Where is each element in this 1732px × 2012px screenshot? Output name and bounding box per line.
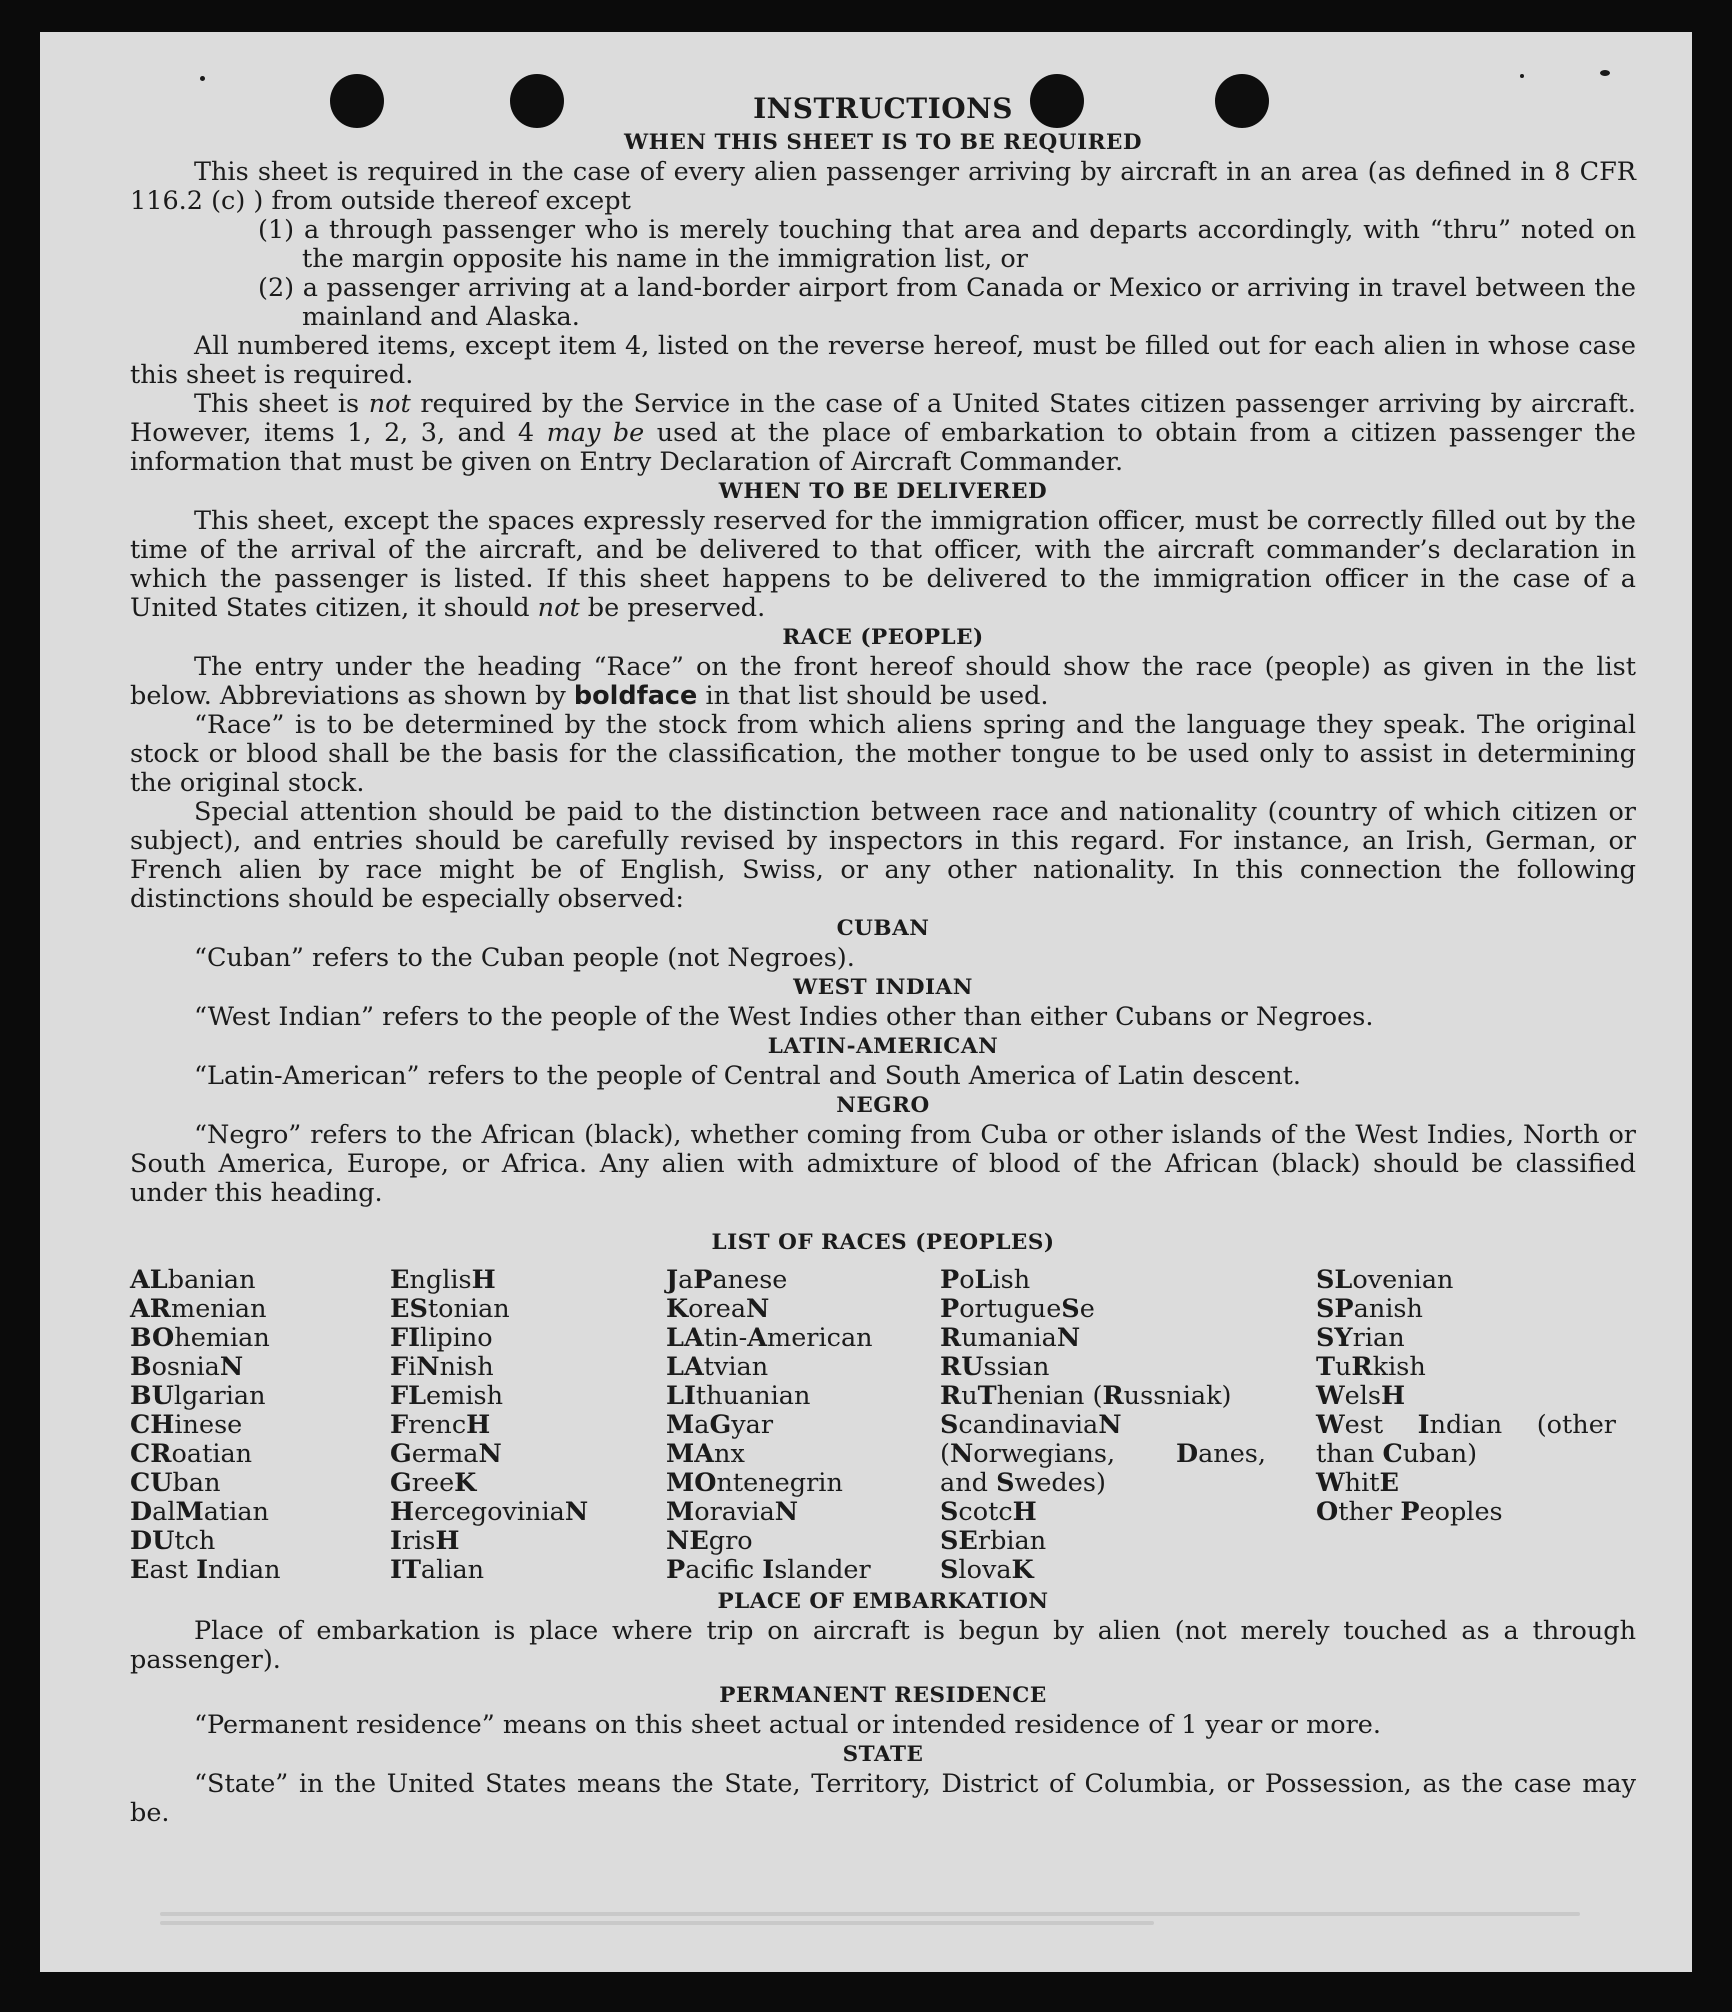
text-run: be preserved. [579, 593, 766, 623]
document-page [40, 32, 1692, 1972]
emphasis-text: may be [546, 418, 645, 448]
race-item: IrisH [390, 1526, 460, 1556]
race-item: MoraviaN [666, 1497, 799, 1527]
race-item: DalMatian [130, 1497, 269, 1527]
race-item: CRoatian [130, 1439, 253, 1469]
race-item: FIlipino [390, 1323, 493, 1353]
race-item: KoreaN [666, 1294, 770, 1324]
paragraph: Special attention should be paid to the distinction between race and nationality (country of which citizen or subject), and entries should be carefully revised by inspectors in this regard. For instance, an Irish, German, or French alien by race might be of English, Swiss, or any other nationality. In this connection the following distinctions should be especially observed: [130, 797, 1636, 914]
race-item: NEgro [666, 1526, 753, 1556]
race-item: BosniaN [130, 1352, 244, 1382]
race-item: RuThenian (Russniak) [940, 1381, 1232, 1411]
section-heading-negro: NEGRO [836, 1093, 930, 1118]
race-item: GermaN [390, 1439, 502, 1469]
race-item: East Indian [130, 1555, 281, 1585]
race-item: ITalian [390, 1555, 485, 1585]
race-item: Pacifc Islander [666, 1555, 871, 1585]
race-item: ARmenian [130, 1294, 267, 1324]
race-item: HercegoviniaN [390, 1497, 589, 1527]
race-item: West Indian (other than Cuban) [1316, 1410, 1616, 1469]
section-heading-residence: PERMANENT RESIDENCE [719, 1683, 1047, 1708]
race-item: LIthuanian [666, 1381, 811, 1411]
text-run: This sheet, except the spaces expressly reserved for the immigration officer, must be correctly filled out by the time of the arrival of the aircraft, and be delivered to that officer, with the aircraft commander’s declaration in which the passenger is listed. If this sheet happens to be delivered to the immigration officer in the case of a United States citizen, it should [130, 506, 1636, 623]
race-item: LAtvian [666, 1352, 769, 1382]
race-item: FrencH [390, 1410, 491, 1440]
section-heading-embarkation: PLACE OF EMBARKATION [717, 1589, 1049, 1614]
paragraph [130, 390, 1636, 477]
race-item: BOhemian [130, 1323, 270, 1353]
race-item: SLovenian [1316, 1265, 1454, 1295]
race-item: WelsH [1316, 1381, 1406, 1411]
section-heading-state: STATE [842, 1742, 924, 1767]
speck [1520, 74, 1524, 78]
race-item: BUlgarian [130, 1381, 266, 1411]
speck [1600, 70, 1610, 76]
race-item: EnglisH [390, 1265, 496, 1295]
race-item: JaPanese [666, 1265, 788, 1295]
paragraph: “Negro” refers to the African (black), whether coming from Cuba or other islands of the West Indies, North or South America, Europe, or Africa. Any alien with admixture of blood of the African (black) should be classified under this heading. [130, 1120, 1636, 1208]
section-heading-cuban: CUBAN [836, 916, 930, 941]
section-heading-list-of-races: LIST OF RACES (PEOPLES) [711, 1230, 1055, 1255]
list-item: (2) a passenger arriving at a land-border airport from Canada or Mexico or arriving in travel between the mainland and Alaska. [258, 273, 1636, 332]
section-heading-delivered: WHEN TO BE DELIVERED [718, 479, 1048, 504]
race-item: FiNnish [390, 1352, 494, 1382]
speck [200, 76, 205, 81]
section-heading-latin-american: LATIN-AMERICAN [767, 1034, 999, 1059]
section-heading-west-indian: WEST INDIAN [793, 975, 973, 1000]
faint-footer-print [160, 1912, 1580, 1926]
race-item: SlovaK [940, 1555, 1034, 1585]
race-item: EStonian [390, 1294, 510, 1324]
page-title: INSTRUCTIONS [753, 92, 1013, 125]
race-item: SErbian [940, 1526, 1047, 1556]
race-item: DUtch [130, 1526, 216, 1556]
race-item: GreeK [390, 1468, 477, 1498]
text-run: in that list should be used. [697, 681, 1049, 711]
instructions-body [130, 92, 1636, 1828]
race-item: CHinese [130, 1410, 243, 1440]
race-item: ALbanian [130, 1265, 256, 1295]
race-item: WhitE [1316, 1468, 1399, 1498]
race-item: MaGyar [666, 1410, 774, 1440]
races-list [130, 1266, 1636, 1585]
section-heading-race: RACE (PEOPLE) [782, 625, 984, 650]
race-item: PoLish [940, 1265, 1031, 1295]
paragraph [130, 653, 1636, 711]
paragraph: “Permanent residence” means on this sheet actual or intended residence of 1 year or more. [194, 1710, 1381, 1740]
boldface-text: boldface [573, 681, 698, 711]
race-item: RUssian [940, 1352, 1050, 1382]
race-item: LAtin-American [666, 1323, 873, 1353]
race-item: MOntenegrin [666, 1468, 843, 1498]
paragraph: “West Indian” refers to the people of the West Indies other than either Cubans or Negroes. [194, 1002, 1374, 1032]
paragraph: “Race” is to be determined by the stock from which aliens spring and the language they speak. The original stock or blood shall be the basis for the classification, the mother tongue to be used only to assist in determining the original stock. [130, 710, 1636, 798]
race-item: SPanish [1316, 1294, 1423, 1324]
paragraph: “Latin-American” refers to the people of Central and South America of Latin descent. [194, 1061, 1302, 1091]
text-run: used at the place of embarkation to obtain from a citizen passenger the information that must be given on Entry Declaration of Aircraft Commander. [130, 418, 1636, 477]
paragraph: This sheet is required in the case of every alien passenger arriving by aircraft in an area (as defined in 8 CFR 116.2 (c) ) from outside thereof except [130, 157, 1636, 216]
paragraph [130, 507, 1636, 623]
text-run: required by the Service in the case of a United States citizen passenger arriving by aircraft. However, items 1, 2, 3, and 4 [130, 389, 1636, 448]
race-item: SYrian [1316, 1323, 1405, 1353]
emphasis-text: not [368, 389, 411, 419]
race-item: PortugueSe [940, 1294, 1095, 1324]
race-item: TuRkish [1316, 1352, 1426, 1382]
text-run: This sheet is [194, 389, 369, 419]
races-column [390, 1266, 666, 1585]
paragraph: “Cuban” refers to the Cuban people (not Negroes). [194, 943, 855, 973]
paragraph: Place of embarkation is place where trip on aircraft is begun by alien (not merely touched as a through passenger). [130, 1616, 1636, 1675]
list-item: (1) a through passenger who is merely touching that area and departs accordingly, with “thru” noted on the margin opposite his name in the immigration list, or [258, 215, 1636, 274]
paragraph: All numbered items, except item 4, listed on the reverse hereof, must be filled out for each alien in whose case this sheet is required. [130, 331, 1636, 390]
race-item: RumaniaN [940, 1323, 1081, 1353]
race-item: ScotcH [940, 1497, 1037, 1527]
races-column [130, 1266, 390, 1585]
races-column [666, 1266, 940, 1585]
races-column [1316, 1266, 1616, 1585]
races-column [940, 1266, 1266, 1585]
race-item: ScandinaviaN (Norwegians, Danes, and Swedes) [940, 1410, 1266, 1498]
race-item: CUban [130, 1468, 221, 1498]
race-item: MAnx [666, 1439, 745, 1469]
paragraph: “State” in the United States means the State, Territory, District of Columbia, or Possession, as the case may be. [130, 1769, 1636, 1828]
text-run: The entry under the heading “Race” on the front hereof should show the race (people) as given in the list below. Abbreviations as shown by [130, 652, 1636, 711]
race-item: FLemish [390, 1381, 504, 1411]
race-item: Other Peoples [1316, 1497, 1503, 1527]
emphasis-text: not [537, 593, 580, 623]
section-heading-required: WHEN THIS SHEET IS TO BE REQUIRED [624, 130, 1142, 155]
